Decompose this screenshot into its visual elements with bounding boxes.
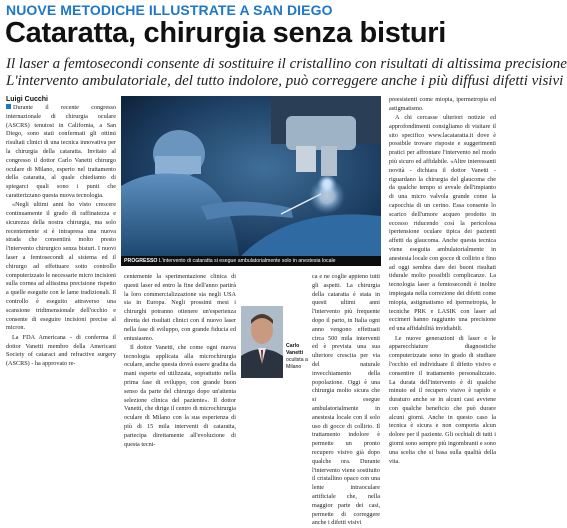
surgery-scene-image [121, 96, 381, 256]
column-2-paragraph-2: Il dottor Vanetti, che come ogni nuova tecnologia applicata alla microchirurgia oculare, anche questa dovrà essere gradita da mani esperte ed utilizzata, soprattutto nella prima fase di sviluppo, con grande buon senso da parte del chirurgo dopo un'attenta selezione clinica del paziente». Il dottor Vanetti, che dirige il centro di microchirurgia oculare di Milano con la sua esperienza di più di 15 mila interventi di cataratta, partecipa direttamente all'evoluzione di questa tecni- [124, 343, 236, 448]
column-2-paragraph-1: centemente la sperimentazione clinica di questi laser ed entro la fine dell'anno partirà la loro commercializzazione sia negli USA sia in Europa. Negli prossimi mesi i chirurghi potranno ottenere un'esperienza diretta dei risultati clinici con il nuovo laser nella fase di sviluppo, con grande fiducia ed entusiasmo. [124, 273, 236, 342]
photo-caption-lead: PROGRESSO [124, 258, 158, 264]
column-4-paragraph-1: preesistenti come miopia, ipermetropia ed astigmatismo. [389, 96, 496, 112]
column-1-paragraph-3: La FDA Americana - di conferma il dottor Vanetti membro della Americani Society of cataract and refractive surgery (ASCRS) - ha approvato re- [6, 333, 116, 368]
article-headline: Cataratta, chirurgia senza bisturi [5, 17, 447, 49]
article-column-4 [389, 96, 496, 465]
article-byline: Luigi Cucchi [6, 96, 48, 103]
column-1-paragraph-1-text: Durante il recente congresso internazionale di chirurgia oculare (ASCRS) tenutosi in California, a San Diego, sono stati confermati gli ottimi risultati clinici di una tecnica innovativa per la chirurgia della cataratta. Invitato al congresso il dottor Carlo Vanetti chirurgo oculare di Milano, esperto nel trattamento della cataratta, al quale chiediamo di spiegarci quali sono i punti che caratterizzano questa nuova tecnologia. [6, 104, 116, 199]
column-1-paragraph-1 [6, 104, 116, 201]
column-4-paragraph-3: Le nuove generazioni di laser e le apparecchiature diagnostiche computerizzate sono in grado di studiare l'occhio ed individuare il difetto visivo e consentire il trattamento personalizzato. La durata dell'intervento è di qualche minuto ed il recupero visivo è rapido e duraturo anche se in alcuni casi avviene con qualche beneficio che può durare alcuni giorni. Anche in questo caso la tecnica è sicura e non comporta alcun dolore per il paziente. Gli occhiali di tutti i giorni sono sempre più ingombranti e sono una scelta che si basa sulla qualità della vita. [389, 334, 496, 465]
doctor-portrait-image [241, 306, 283, 378]
article-column-3 [312, 273, 380, 527]
article-column-1 [6, 104, 116, 434]
article-dek-line-1: Il laser a femtosecondi consente di sostituire il cristallino con risultati di altissima precisione [6, 56, 567, 72]
photo-caption [121, 256, 381, 266]
column-3-paragraph-1: ca e ne coglie appieno tutti gli aspetti. La chirurgia della cataratta è stata in questi ultimi anni l'intervento più frequente dopo il parto, in Italia ogni anno vengono effettuati circa 500 mila interventi ed è prevista una sua ulteriore crescita per via del naturale invecchiamento della popolazione. Oggi è una chirurgia molto sicura che si esegue ambulatorialmente in anestesia locale con il solo uso di gocce di collirio. Il trattamento indolore è permette un pronto recupero visivo già dopo qualche ora. Durante l'intervento viene sostituito il cristallino opaco con una lente intraoculare artificiale che, nella maggior parte dei casi, permette di correggere anche i difetti visivi [312, 273, 380, 527]
paragraph-bullet-icon [6, 104, 11, 109]
article-column-2 [124, 273, 236, 448]
doctor-portrait-photo [241, 306, 283, 378]
portrait-caption-role: oculista a Milano [286, 357, 308, 370]
surgery-photo [121, 96, 381, 256]
column-4-paragraph-2: A chi cercasse ulteriori notizie ed approfondimenti consigliamo di visitare il sito specifico www.lacataratta.it dove è possibile trovare risposte e suggerimenti pratici per affrontare l'intervento nel modo più sicuro ed affidabile. «Altre interessanti novità - dichiara il dottor Vanetti - riguardano la chirurgia del glaucoma che da qualche tempo si avvale dell'impianto di una micro valvola grande come la capocchia di un cerino. Essa consente lo scarico dell'umore acqueo prodotto in eccesso riducendo così la pericolosa ipertensione oculare tipica dei pazienti affetti da glaucoma. Anche questa tecnica viene eseguita ambulatorialmente in anestesia locale con gocce di collirio e fino ad oggi sembra dare dei buoni risultati tidurale molto possibili complicanze. La tecnologia laser a femtosecondi è inoltre impiegata nella correzione dei difetti come miopia, astigmatismo ed ipermetropia, le tecniche PRK e LASIK con laser ad eccimeri hanno raggiunto una precisione ed una affidabilità invidiabili. [389, 114, 496, 333]
portrait-caption [286, 343, 312, 371]
article-kicker: NUOVE METODICHE ILLUSTRATE A SAN DIEGO [6, 2, 333, 18]
photo-caption-text: L'intervento di cataratta si esegue ambulatorialmente solo in anestesia locale [157, 258, 336, 264]
column-1-paragraph-2: «Negli ultimi anni ho visto crescere continuamente il grado di raffinatezza e sicurezza della nostra chirurgia, ma solo recentemente si è intrapresa una nuova strada che consentirà molto presto l'intervento chirurgico senza bisturi. I nuovi laser a femtosecondi al sistema ed il chirurgo ad effettuare sotto controllo computerizzato le necessarie micro incisioni sulla cornea ad altissima precisione rispetto a quelle eseguite con le lame tradizionali. Il controllo è eseguito attraverso una scansione tridimensionale dell'occhio e consente di eseguire incisioni precise al micron. [6, 201, 116, 332]
article-dek-line-2: L'intervento ambulatoriale, del tutto indolore, può correggere anche i più diffusi difetti visivi [6, 73, 564, 89]
portrait-caption-name: Carlo Vanetti [286, 343, 304, 356]
